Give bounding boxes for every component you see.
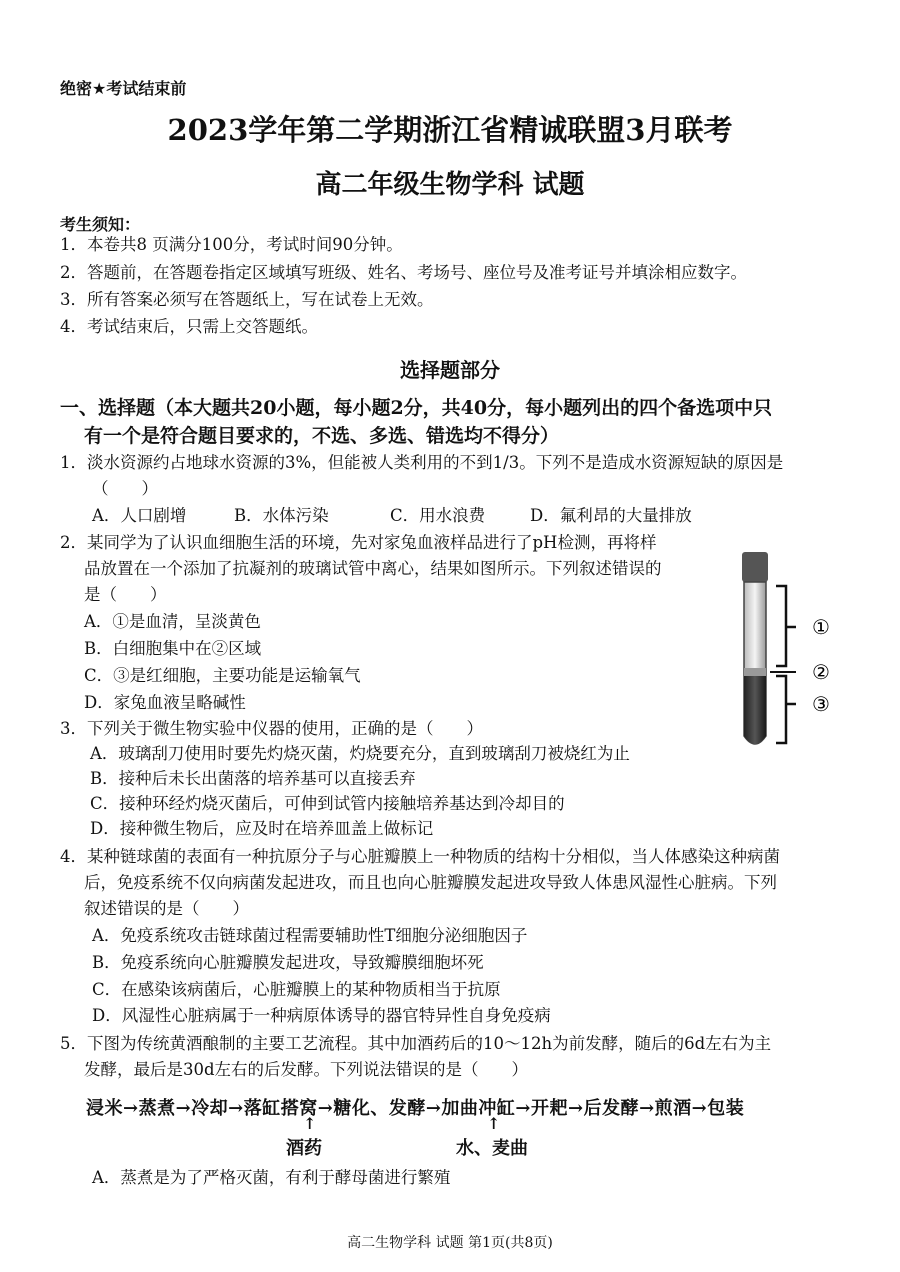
q4-stem: 叙述错误的是（ ） (84, 899, 249, 918)
q1-option-d: D．氟利昂的大量排放 (530, 506, 692, 525)
flow-input-water: 水、麦曲 (456, 1138, 528, 1159)
q3-stem: 3．下列关于微生物实验中仪器的使用，正确的是（ ） (60, 719, 483, 738)
q4-option-b: B．免疫系统向心脏瓣膜发起进攻，导致瓣膜细胞坏死 (92, 953, 484, 972)
q4-option-c: C．在感染该病菌后，心脏瓣膜上的某种物质相当于抗原 (92, 980, 501, 999)
section-title: 选择题部分 (400, 358, 500, 382)
process-flow: 浸米→蒸煮→冷却→落缸搭窝→糖化、发酵→加曲冲缸→开耙→后发酵→煎酒→包装 (86, 1098, 745, 1119)
exam-title: 2023学年第二学期浙江省精诚联盟3月联考 (167, 113, 733, 147)
tube-red-cells (744, 676, 766, 744)
q4-stem: 4．某种链球菌的表面有一种抗原分子与心脏瓣膜上一种物质的结构十分相似，当人体感染这种病菌 (60, 847, 780, 866)
q2-option-d: D．家兔血液呈略碱性 (84, 693, 246, 712)
tube-cap (742, 552, 768, 582)
q1-stem-bracket: （ ） (92, 479, 158, 498)
notice-heading: 考生须知： (60, 215, 141, 234)
q4-option-a: A．免疫系统攻击链球菌过程需要辅助性T细胞分泌细胞因子 (92, 926, 528, 945)
q3-option-c: C．接种环经灼烧灭菌后，可伸到试管内接触培养基达到冷却目的 (90, 794, 565, 813)
bracket-1 (776, 586, 786, 666)
notice-item: 4．考试结束后，只需上交答题纸。 (60, 317, 318, 336)
label-1: ① (812, 615, 830, 639)
part-heading-line2: 有一个是符合题目要求的，不选、多选、错选均不得分） (84, 425, 560, 447)
up-arrow-icon: ↑ (303, 1114, 317, 1133)
q5-stem: 5．下图为传统黄酒酿制的主要工艺流程。其中加酒药后的10～12h为前发酵，随后的6d左右为主 (60, 1034, 772, 1053)
tube-buffy-coat (744, 668, 766, 676)
label-3: ③ (812, 692, 830, 716)
q3-option-d: D．接种微生物后，应及时在培养皿盖上做标记 (90, 819, 434, 838)
q4-stem: 后，免疫系统不仅向病菌发起进攻，而且也向心脏瓣膜发起进攻导致人体患风湿性心脏病。下列 (84, 873, 777, 892)
bracket-3 (776, 676, 786, 743)
q2-stem: 2．某同学为了认识血细胞生活的环境，先对家兔血液样品进行了pH检测，再将样 (60, 533, 657, 552)
q1-option-c: C．用水浪费 (390, 506, 486, 525)
q2-option-b: B．白细胞集中在②区域 (84, 639, 262, 658)
confidential-mark: 绝密★考试结束前 (60, 79, 187, 98)
part-heading-line1: 一、选择题（本大题共20小题，每小题2分，共40分，每小题列出的四个备选项中只 (60, 397, 773, 419)
notice-item: 2．答题前，在答题卷指定区域填写班级、姓名、考场号、座位号及准考证号并填涂相应数字。 (60, 263, 747, 282)
page-footer: 高二生物学科 试题 第1页(共8页) (347, 1235, 553, 1251)
label-2: ② (812, 660, 830, 684)
q2-stem: 是（ ） (84, 585, 167, 604)
exam-subtitle: 高二年级生物学科 试题 (315, 170, 585, 200)
q5-stem: 发酵，最后是30d左右的后发酵。下列说法错误的是（ ） (84, 1060, 529, 1079)
q1-option-a: A．人口剧增 (92, 506, 187, 525)
q5-option-a: A．蒸煮是为了严格灭菌，有利于酵母菌进行繁殖 (92, 1168, 451, 1187)
q3-option-a: A．玻璃刮刀使用时要先灼烧灭菌，灼烧要充分，直到玻璃刮刀被烧红为止 (90, 744, 630, 763)
q3-option-b: B．接种后未长出菌落的培养基可以直接丢弃 (90, 769, 416, 788)
q1-option-b: B．水体污染 (234, 506, 329, 525)
up-arrow-icon: ↑ (487, 1114, 501, 1133)
test-tube-figure (730, 548, 850, 753)
q2-option-a: A．①是血清，呈淡黄色 (84, 612, 261, 631)
q2-stem: 品放置在一个添加了抗凝剂的玻璃试管中离心，结果如图所示。下列叙述错误的 (84, 559, 662, 578)
q1-stem: 1．淡水资源约占地球水资源的3%，但能被人类利用的不到1/3。下列不是造成水资源短缺的原因是 (60, 453, 784, 472)
q2-option-c: C．③是红细胞，主要功能是运输氧气 (84, 666, 361, 685)
q4-option-d: D．风湿性心脏病属于一种病原体诱导的器官特异性自身免疫病 (92, 1006, 551, 1025)
notice-item: 1．本卷共8 页满分100分，考试时间90分钟。 (60, 235, 403, 254)
notice-item: 3．所有答案必须写在答题纸上，写在试卷上无效。 (60, 290, 434, 309)
flow-input-yeast: 酒药 (286, 1138, 322, 1159)
